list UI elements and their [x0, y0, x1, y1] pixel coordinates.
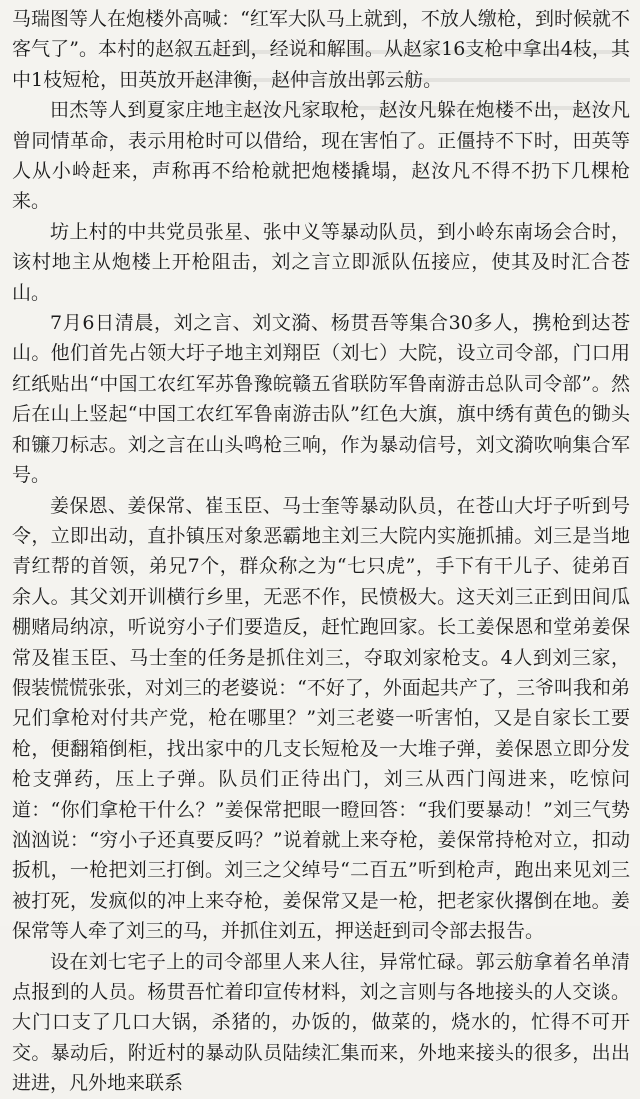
paragraph-2: 田杰等人到夏家庄地主赵汝凡家取枪，赵汝凡躲在炮楼不出，赵汝凡曾同情革命，表示用枪时可以借给，现在害怕了。正僵持不下时，田英等人从小岭赶来，声称再不给枪就把炮楼撬塌，赵汝凡不得不扔下几棵枪来。: [12, 99, 630, 213]
paragraph-1: 马瑞图等人在炮楼外高喊：“红军大队马上就到，不放人缴枪，到时候就不客气了”。本村的赵叙五赶到，经说和解围。从赵家16支枪中拿出4枝，其中1枝短枪，田英放开赵津衡，赵仲言放出郭云舫。: [12, 8, 630, 91]
paragraph-5: 姜保恩、姜保常、崔玉臣、马士奎等暴动队员，在苍山大圩子听到号令，立即出动，直扑镇压对象恶霸地主刘三大院内实施抓捕。刘三是当地青红帮的首领，弟兄7个，群众称之为“七只虎”，手下有干儿子、徒弟百余人。其父刘开训横行乡里，无恶不作，民愤极大。这天刘三正到田间瓜棚赌局纳凉，听说穷小子们要造反，赶忙跑回家。长工姜保恩和堂弟姜保常及崔玉臣、马士奎的任务是抓住刘三，夺取刘家枪支。4人到刘三家，假装慌慌张张，对刘三的老婆说：“不好了，外面起共产了，三爷叫我和弟兄们拿枪对付共产党，枪在哪里？”刘三老婆一听害怕，又是自家长工要枪，便翻箱倒柜，找出家中的几支长短枪及一大堆子弹，姜保恩立即分发枪支弹药，压上子弹。队员们正待出门，刘三从西门闯进来，吃惊问道：“你们拿枪干什么？”姜保常把眼一瞪回答：“我们要暴动！”刘三气势汹汹说：“穷小子还真要反吗？”说着就上来夺枪，姜保常持枪对立，扣动扳机，一枪把刘三打倒。刘三之父绰号“二百五”听到枪声，跑出来见刘三被打死，发疯似的冲上来夺枪，姜保常又是一枪，把老家伙撂倒在地。姜保常等人牵了刘三的马，并抓住刘五，押送赶到司令部去报告。: [12, 494, 630, 943]
paragraph-4: 7月6日清晨，刘之言、刘文漪、杨贯吾等集合30多人，携枪到达苍山。他们首先占领大圩子地主刘翔臣（刘七）大院，设立司令部，门口用红纸贴出“中国工农红军苏鲁豫皖赣五省联防军鲁南游击总队司令部”。然后在山上竖起“中国工农红军鲁南游击队”红色大旗，旗中绣有黄色的锄头和镰刀标志。刘之言在山头鸣枪三响，作为暴动信号，刘文漪吹响集合军号。: [12, 312, 630, 487]
paragraph-3: 坊上村的中共党员张星、张中义等暴动队员，到小岭东南场会合时，该村地主从炮楼上开枪阻击，刘之言立即派队伍接应，使其及时汇合苍山。: [12, 220, 630, 304]
paragraph-6: 设在刘七宅子上的司令部里人来人往，异常忙碌。郭云舫拿着名单清点报到的人员。杨贯吾忙着印宣传材料，刘之言则与各地接头的人交谈。大门口支了几口大锅，杀猪的，办饭的，做菜的，烧水的，忙得不可开交。暴动后，附近村的暴动队员陆续汇集而来，外地来接头的很多，出出进进，凡外地来联系: [12, 950, 630, 1095]
